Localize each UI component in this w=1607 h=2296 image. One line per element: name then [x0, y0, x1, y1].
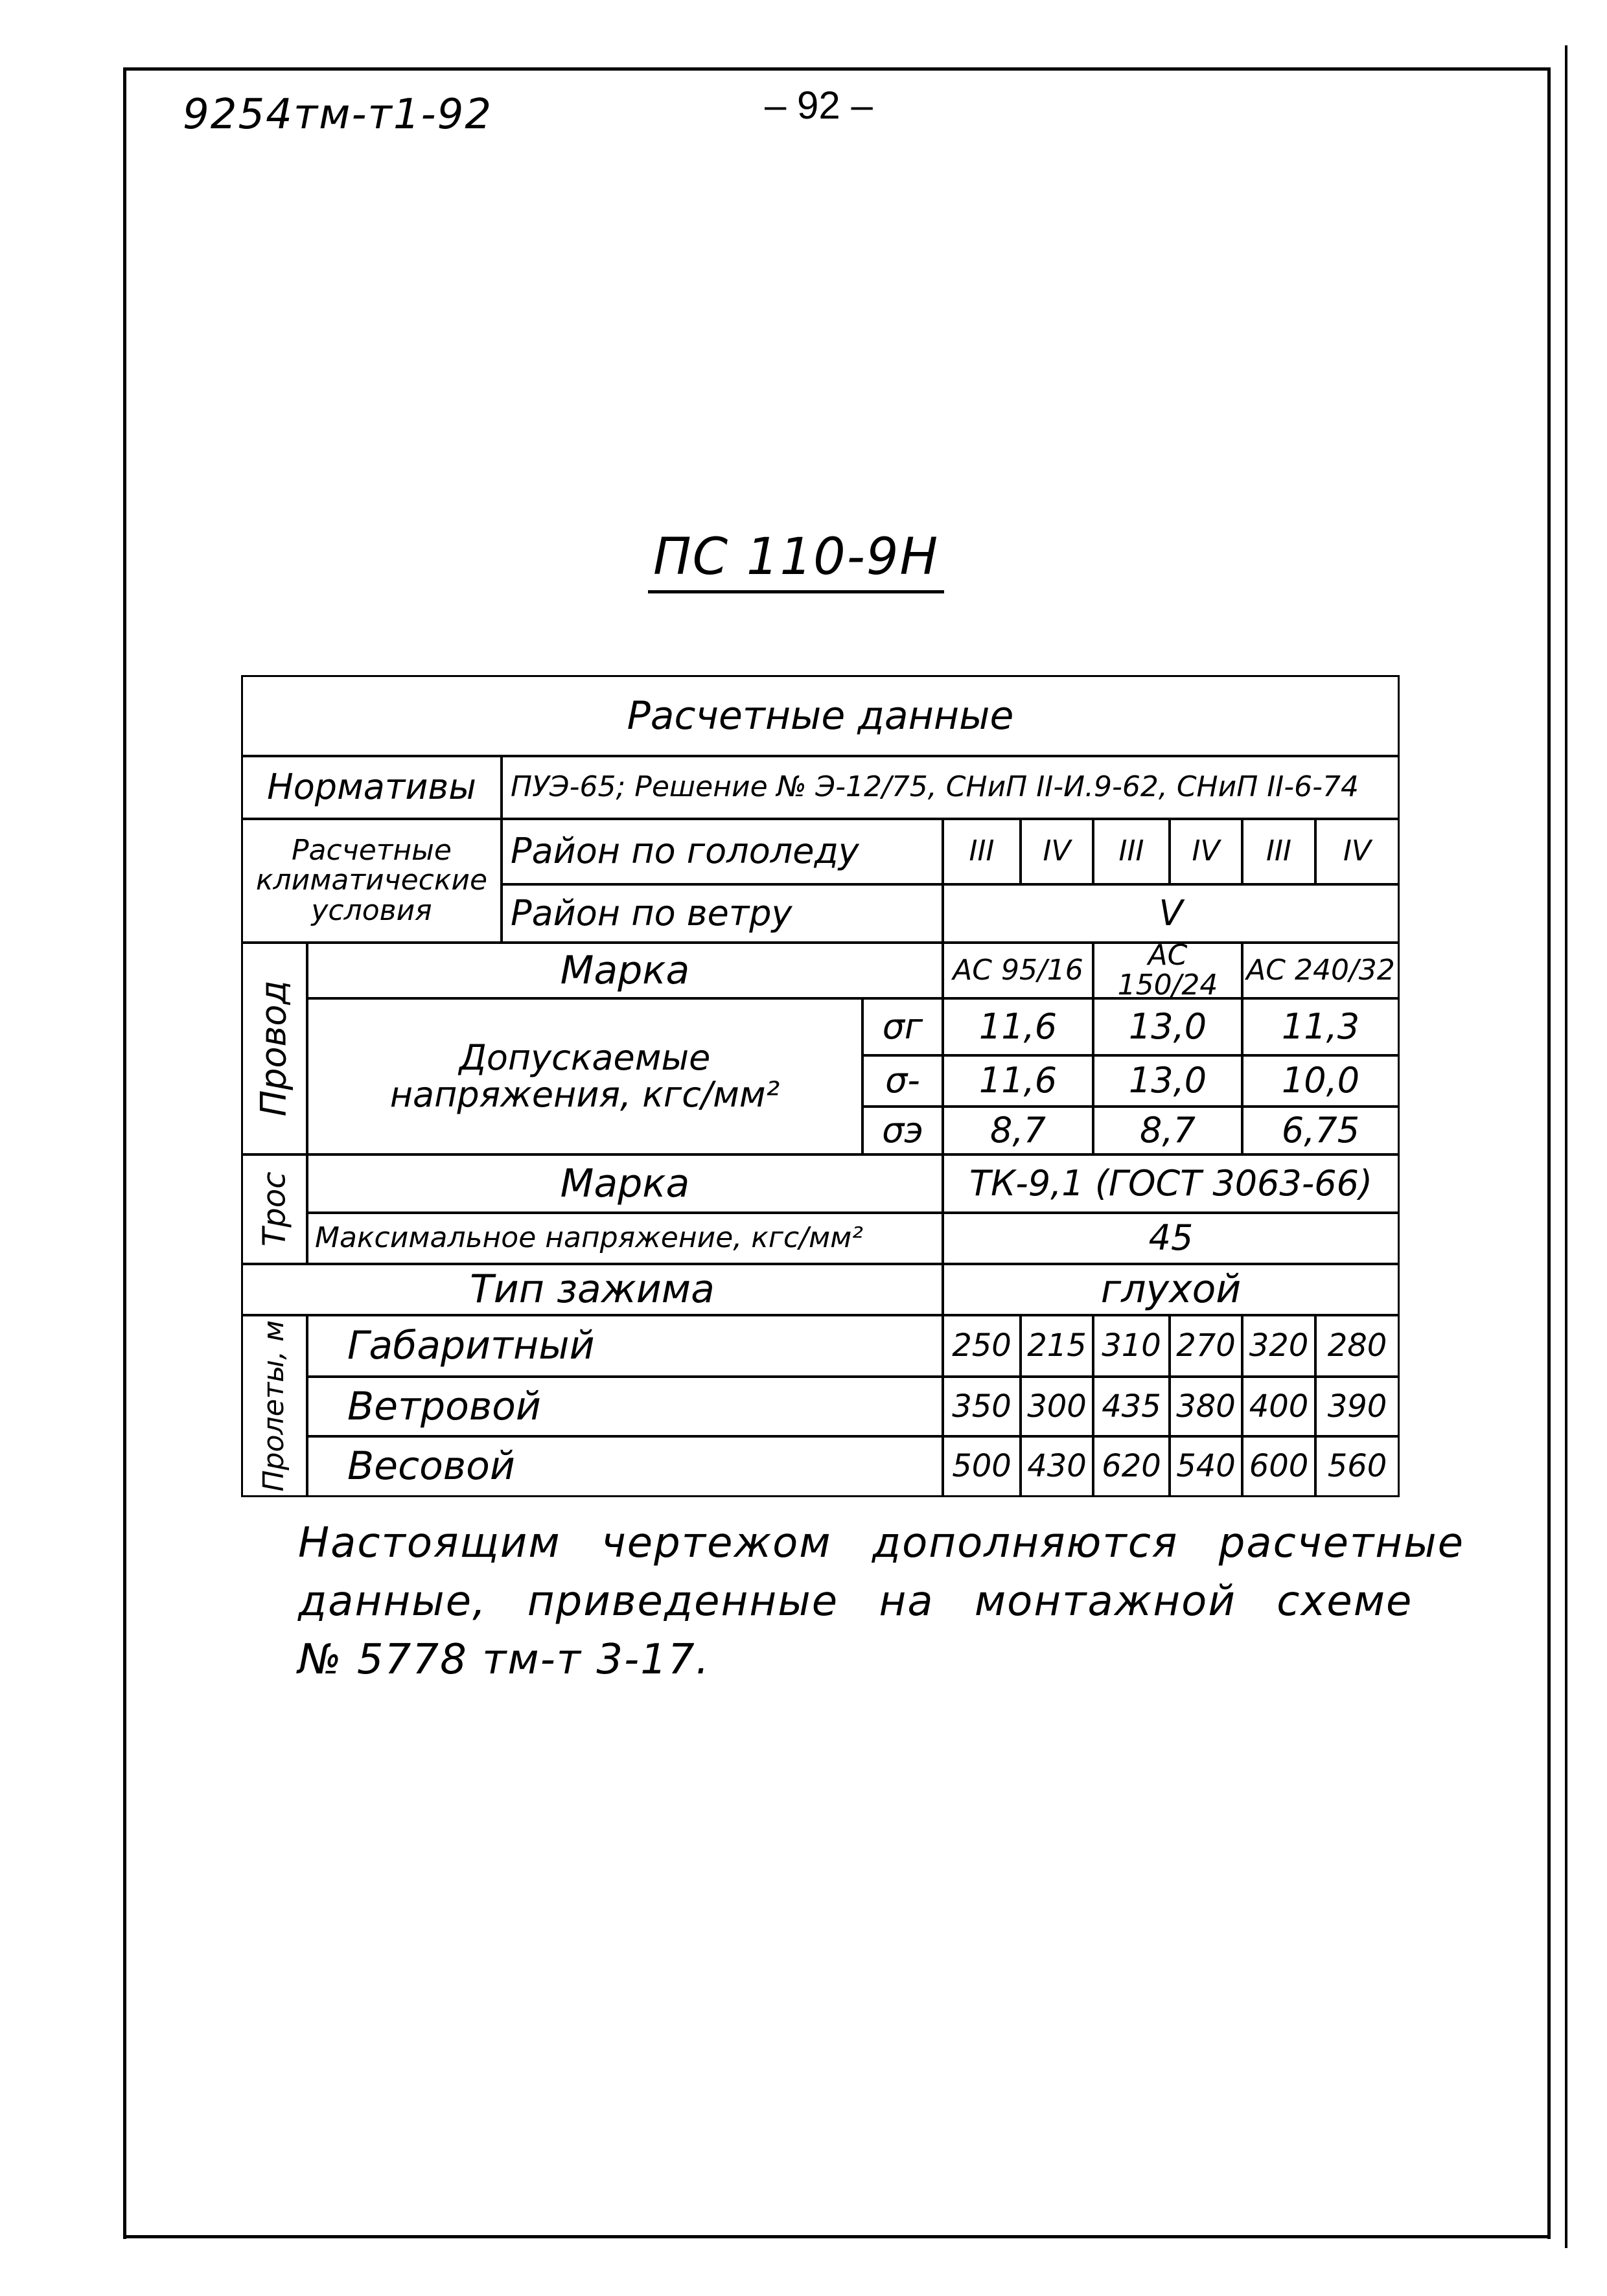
stress-label: Допускаемые напряжения, кгс/мм² — [306, 998, 863, 1155]
cable-group-label — [241, 1154, 308, 1265]
span-value: 400 — [1242, 1376, 1316, 1437]
cable-group-text: Трос — [256, 1171, 293, 1247]
span-value: 540 — [1169, 1436, 1243, 1497]
stress-symbol: σ- — [862, 1055, 943, 1107]
stress-value: 13,0 — [1093, 1055, 1243, 1107]
span-value: 500 — [942, 1436, 1021, 1497]
stress-value: 11,3 — [1242, 998, 1400, 1056]
ice-value: IV — [1315, 818, 1400, 885]
clamp-value: глухой — [942, 1263, 1400, 1316]
span-value: 320 — [1242, 1314, 1316, 1377]
wire-grade-label: Марка — [306, 942, 943, 999]
clamp-label: Тип зажима — [241, 1263, 943, 1316]
span-label: Весовой — [306, 1436, 943, 1497]
norms-label: Нормативы — [241, 755, 502, 820]
span-value: 435 — [1093, 1376, 1170, 1437]
frame-top — [124, 67, 1550, 71]
note-line: № 5778 тм-т 3-17. — [298, 1636, 710, 1684]
note-line: данные, приведенные на монтажной схеме — [298, 1578, 1413, 1625]
spans-group-label — [241, 1314, 308, 1497]
span-label: Габаритный — [306, 1314, 943, 1377]
span-label: Ветровой — [306, 1376, 943, 1437]
span-value: 310 — [1093, 1314, 1170, 1377]
climate-label: Расчетные климатические условия — [241, 818, 502, 943]
stress-symbol: σг — [862, 998, 943, 1056]
wire-group-text: Провод — [253, 980, 295, 1117]
ice-label: Район по гололеду — [501, 818, 943, 885]
span-value: 380 — [1169, 1376, 1243, 1437]
cable-max-value: 45 — [942, 1212, 1400, 1265]
stress-value: 8,7 — [942, 1106, 1094, 1155]
ice-value: III — [1242, 818, 1316, 885]
span-value: 270 — [1169, 1314, 1243, 1377]
span-value: 250 — [942, 1314, 1021, 1377]
stress-value: 11,6 — [942, 998, 1094, 1056]
wire-group-label — [241, 942, 308, 1155]
span-value: 620 — [1093, 1436, 1170, 1497]
span-value: 430 — [1020, 1436, 1094, 1497]
span-value: 350 — [942, 1376, 1021, 1437]
wind-value: V — [942, 884, 1400, 943]
stress-value: 11,6 — [942, 1055, 1094, 1107]
stress-value: 6,75 — [1242, 1106, 1400, 1155]
span-value: 300 — [1020, 1376, 1094, 1437]
ice-value: III — [942, 818, 1021, 885]
edge-line — [1565, 45, 1567, 2248]
span-value: 390 — [1315, 1376, 1400, 1437]
span-value: 600 — [1242, 1436, 1316, 1497]
table-caption: Расчетные данные — [241, 675, 1400, 757]
stress-value: 10,0 — [1242, 1055, 1400, 1107]
span-value: 215 — [1020, 1314, 1094, 1377]
document-number: 9254тм-т1-92 — [183, 91, 493, 139]
norms-value: ПУЭ-65; Решение № Э-12/75, СНиП II-И.9-62, СНиП II-6-74 — [501, 755, 1400, 820]
cable-grade-value: ТК-9,1 (ГОСТ 3063-66) — [942, 1154, 1400, 1213]
span-value: 280 — [1315, 1314, 1400, 1377]
frame-right — [1547, 67, 1551, 2239]
cable-grade-label: Марка — [306, 1154, 943, 1213]
stress-value: 8,7 — [1093, 1106, 1243, 1155]
ice-value: IV — [1169, 818, 1243, 885]
frame-bottom — [124, 2235, 1550, 2238]
frame-left — [123, 67, 126, 2239]
wire-grade: АС 150/24 — [1093, 942, 1243, 999]
stress-symbol: σэ — [862, 1106, 943, 1155]
wind-label: Район по ветру — [501, 884, 943, 943]
cable-max-label: Максимальное напряжение, кгс/мм² — [306, 1212, 943, 1265]
spans-group-text: Пролеты, м — [257, 1320, 291, 1492]
wire-grade: АС 95/16 — [942, 942, 1094, 999]
ice-value: IV — [1020, 818, 1094, 885]
span-value: 560 — [1315, 1436, 1400, 1497]
ice-value: III — [1093, 818, 1170, 885]
note-line: Настоящим чертежом дополняются расчетные — [298, 1519, 1464, 1567]
drawing-title: ПС 110-9Н — [648, 528, 944, 593]
wire-grade: АС 240/32 — [1242, 942, 1400, 999]
page-number: – 92 – — [765, 84, 873, 127]
stress-value: 13,0 — [1093, 998, 1243, 1056]
